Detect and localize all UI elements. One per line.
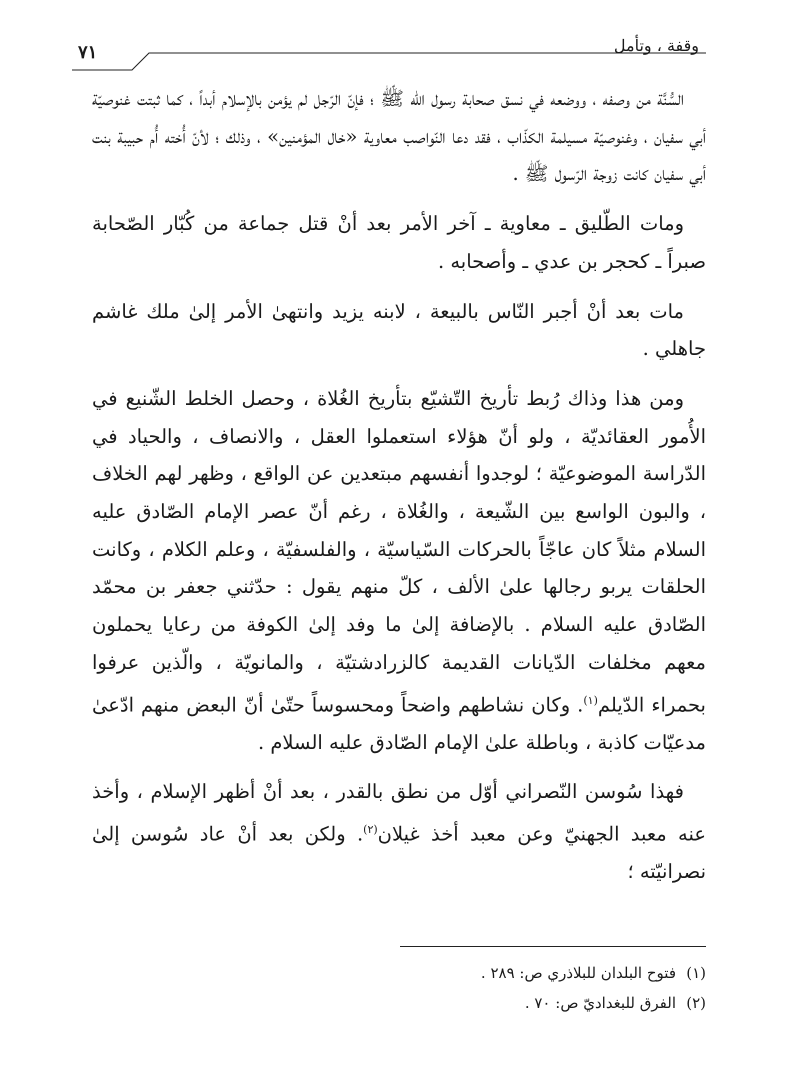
paragraph-text: السُّنَّة من وصفه ، ووضعه في نسق صحابة رسول الله ﷺ ؛ فإنّ الرّجل لم يؤمن بالإسلام أبداً ، كما ثبتت غنوصيّة أبي سفيان ، وغنوصيّة مسيلمة الكذّاب ، فقد دعا النّواصب معاوية «خال المؤمنين» ، وذلك ؛ لأنّ أُخته أُم حبيبة بنت أبي سفيان كانت زوجة الرّسول ﷺ . <box>92 87 706 186</box>
page-number: ٧١ <box>78 42 98 63</box>
paragraph-text: مات بعد أنْ أجبر النّاس بالبيعة ، لابنه يزيد وانتهىٰ الأمر إلىٰ ملك غاشم جاهلي . <box>92 299 706 361</box>
paragraph-text: . ولكن بعد أنْ عاد سُوسن إلىٰ نصرانيّته ؛ <box>92 822 706 884</box>
paragraph-text: . وكان نشاطهم واضحاً ومحسوساً حتّىٰ أنّ البعض منهم ادّعىٰ مدعيّات كاذبة ، وباطلة علىٰ الإمام الصّادق عليه السلام . <box>92 693 706 754</box>
footnote <box>306 958 706 988</box>
footnote-text: فتوح البلدان للبلاذري ص: ٢٨٩ . <box>480 964 676 982</box>
paragraph <box>92 380 706 762</box>
paragraph-text: ومات الطّليق ـ معاوية ـ آخر الأمر بعد أنْ قتل جماعة من كُبّار الصّحابة صبراً ـ كحجر بن عدي ـ وأصحابه . <box>92 212 706 273</box>
footnote-ref[interactable]: (٢) <box>363 823 378 837</box>
paragraph-text: ومن هذا وذاك رُبط تأريخ التّشيّع بتأريخ الغُلاة ، وحصل الخلط الشّنيع في الأُمور العقائديّة ، ولو أنّ هؤلاء استعملوا العقل ، والانصاف ، والحياد في الدّراسة الموضوعيّة ؛ لوجدوا أنفسهم مبتعدين عن الواقع ، وظهر لهم الخلاف ، والبون الواسع بين الشّيعة ، والغُلاة ، رغم أنّ عصر الإمام الصّادق عليه السلام مثلاً كان عاجّاً بالحركات السّياسيّة ، والفلسفيّة ، وعلم الكلام ، وكانت الحلقات يربو رجالها علىٰ الألف ، كلّ منهم يقول : حدّثني جعفر بن محمّد الصّادق عليه السلام . بالإضافة إلىٰ ما وفد إلىٰ الكوفة من رعايا يحملون معهم مخلفات الدّيانات القديمة كالزرادشتيّة ، والمانويّة ، والّذين عرفوا بحمراء الدّيلم <box>92 386 706 717</box>
footnote <box>306 988 706 1018</box>
body-text <box>92 80 706 891</box>
running-header-title: وقفة ، وتأمل <box>613 36 699 55</box>
footnotes <box>306 958 706 1018</box>
paragraph <box>92 205 706 280</box>
footnote-ref[interactable]: (١) <box>583 693 598 707</box>
footnote-text: الفرق للبغداديّ ص: ٧٠ . <box>524 994 676 1012</box>
paragraph <box>92 80 706 193</box>
footnote-rule <box>400 946 706 947</box>
paragraph <box>92 773 706 891</box>
footnote-number: (١) <box>686 964 706 982</box>
footnote-number: (٢) <box>686 994 706 1012</box>
paragraph-text: فهذا سُوسن النّصراني أوّل من نطق بالقدر ، بعد أنْ أظهر الإسلام ، وأخذ عنه معبد الجهنيّ وعن معبد أخذ غيلان <box>92 780 707 846</box>
paragraph <box>92 293 706 368</box>
